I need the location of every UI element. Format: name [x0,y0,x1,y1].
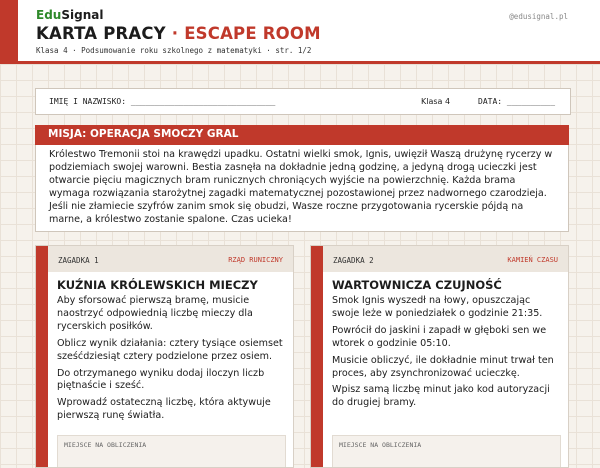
date-field[interactable]: DATA: __________ [478,97,556,106]
puzzle-title: WARTOWNICZA CZUJNOŚĆ [332,278,502,292]
card-header-strip [48,246,293,272]
calculation-area[interactable] [332,435,561,468]
mission-text-box [35,145,569,232]
card-accent-bar [311,246,323,467]
puzzle-paragraph: Musicie obliczyć, ile dokładnie minut trwał ten proces, aby zsynchronizować ucieczkę. [332,354,554,379]
puzzle-paragraph: Do otrzymanego wyniku dodaj iloczyn liczb piętnaście i sześć. [57,367,265,392]
puzzle-paragraph: Powrócił do jaskini i zapadł w głęboki sen we wtorek o godzinie 05:10. [332,324,547,349]
card-header-strip [323,246,568,272]
puzzle-number: ZAGADKA 2 [333,256,374,265]
calculation-label: MIEJSCE NA OBLICZENIA [64,441,147,449]
calculation-area[interactable] [57,435,286,468]
logo-part-signal: Signal [61,8,104,22]
puzzle-paragraph: Smok Ignis wyszedł na łowy, opuszczając swoje leże w poniedziałek o godzinie 21:35. [332,295,543,319]
logo-part-edu: Edu [36,8,62,22]
puzzle-body [57,295,285,427]
calculation-label: MIEJSCE NA OBLICZENIA [339,441,422,449]
puzzle-kind: RZĄD RUNICZNY [228,256,283,264]
title-worksheet: KARTA PRACY [36,24,166,43]
page-header [0,0,600,64]
mission-heading: MISJA: OPERACJA SMOCZY GRAL [48,128,239,140]
puzzle-paragraph: Oblicz wynik działania: cztery tysiące osiemset sześćdziesiąt cztery podzielone przez osiem. [57,337,283,362]
page-title [36,24,321,43]
student-info-row [35,88,571,115]
mission-text: Królestwo Tremonii stoi na krawędzi upadku. Ostatni wielki smok, Ignis, uwięził Waszą drużynę rycerzy w podziemiach swojej warowni. Bestia zasnęła na dokładnie jedną godzinę, a jedyną drogą ucieczki jest otwarcie pięciu magicznych bram runicznych chroniących wyjście na powierzchnię. Każda brama wymaga rozwiązania starożytnej zagadki matematycznej pozostawionej przez nadwornego czarodzieja. Jeśli nie złamiecie szyfrów zanim smok się obudzi, Wasze roczne przygotowania rycerskie pójdą na marne, a królestwo zostanie spalone. Czas ucieka! [49,149,553,225]
puzzle-title: KUŹNIA KRÓLEWSKICH MIECZY [57,278,258,292]
puzzle-card-1 [35,245,294,468]
puzzle-kind: KAMIEŃ CZASU [507,256,558,264]
mission-heading-bar [35,125,569,145]
puzzle-card-2 [310,245,569,468]
puzzle-body [332,295,560,414]
puzzle-paragraph: Wpisz samą liczbę minut jako kod autoryzacji do drugiej bramy. [332,384,550,409]
header-accent-bar [0,0,18,61]
card-accent-bar [36,246,48,467]
title-escape-room: ESCAPE ROOM [184,24,321,43]
site-handle: @edusignal.pl [509,12,568,21]
puzzle-paragraph: Aby sforsować pierwszą bramę, musicie naostrzyć odpowiednią liczbę mieczy dla rycerskich posiłków. [57,295,253,332]
puzzle-number: ZAGADKA 1 [58,256,99,265]
name-field[interactable]: IMIĘ I NAZWISKO: ______________________________ [49,97,276,106]
page-subtitle: Klasa 4 · Podsumowanie roku szkolnego z matematyki · str. 1/2 [36,46,312,55]
title-separator: · [165,24,185,43]
puzzle-paragraph: Wprowadź ostateczną liczbę, która aktywuje pierwszą runę światła. [57,397,271,422]
edusignal-logo [36,8,103,22]
class-label: Klasa 4 [421,97,451,106]
